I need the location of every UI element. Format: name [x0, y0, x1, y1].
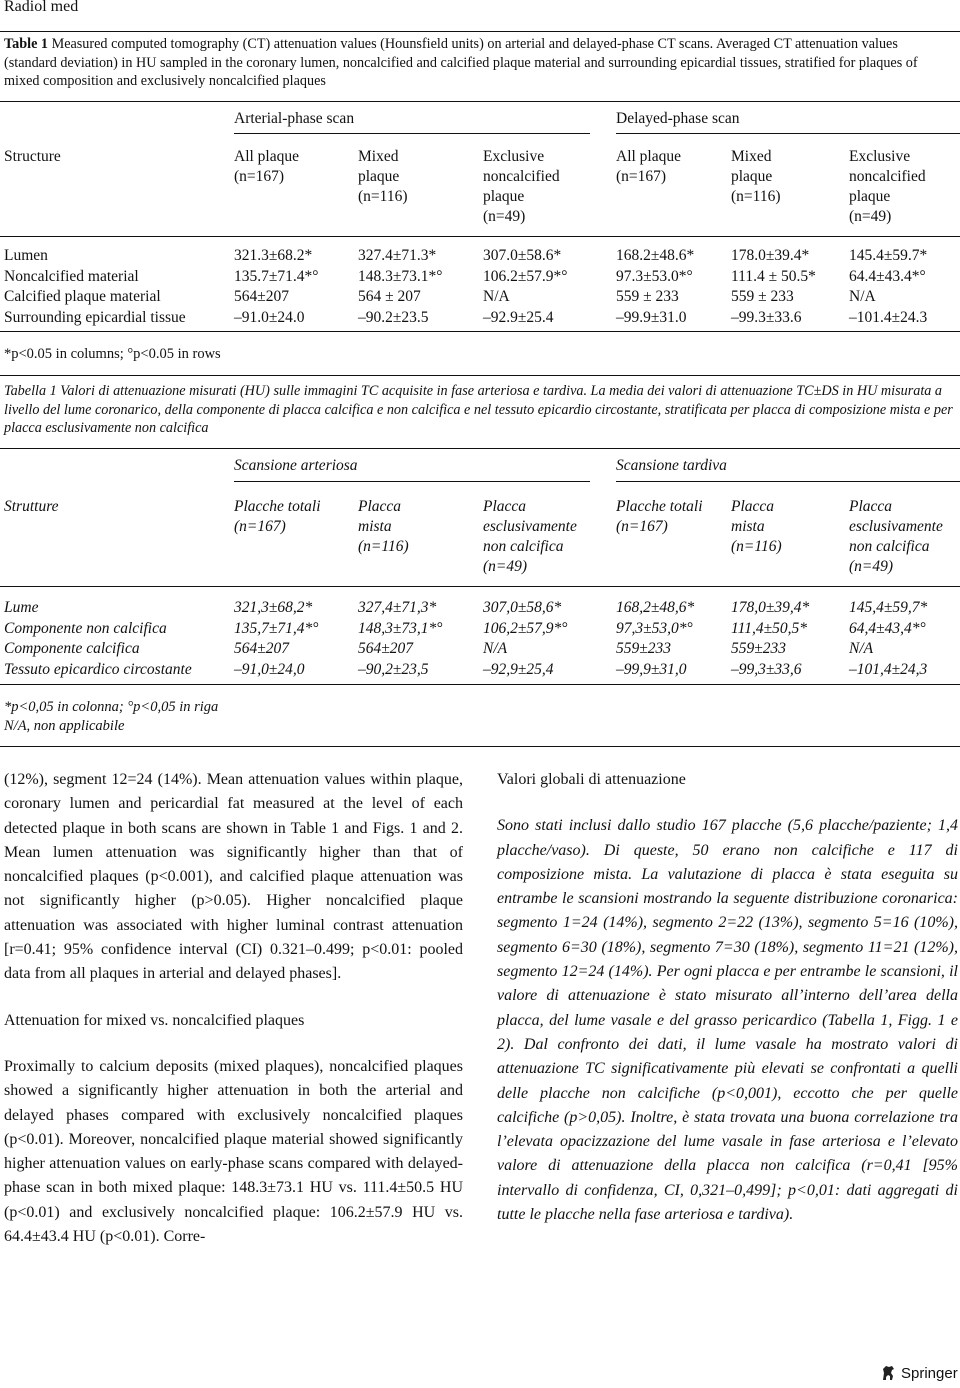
tabella1-header-col5-line1: Placca [731, 498, 775, 515]
table1-phase-arterial: Arterial-phase scan [234, 110, 355, 127]
tabella1-row3-col3: N/A [483, 640, 508, 657]
left-section-heading: Attenuation for mixed vs. noncalcified plaques [4, 1011, 305, 1029]
tabella1-header-col4-line2: (n=167) [616, 518, 668, 535]
table1-row4-col1: –91.0±24.0 [234, 308, 305, 326]
right-column [497, 768, 958, 1227]
table1-header-col1-line2: (n=167) [234, 168, 285, 185]
table1-row3-col3: N/A [483, 288, 510, 305]
tabella1-row2-col1: 135,7±71,4*° [234, 619, 319, 637]
table1-row4-col6: –101.4±24.3 [849, 308, 928, 326]
tabella1-phase-arterial-rule [234, 481, 590, 482]
table1-row1-label: Lumen [4, 247, 48, 264]
tabella1-row3-col4: 559±233 [616, 640, 672, 657]
tabella1-row3-col1: 564±207 [234, 640, 290, 657]
table1-row2-col4: 97.3±53.0*° [616, 267, 693, 285]
right-section-heading: Valori globali di attenuazione [497, 771, 686, 788]
table1-header-col2-line2: plaque [358, 168, 400, 185]
table1-header-col6-line1: Exclusive [849, 148, 911, 165]
table1-caption-rule [0, 101, 960, 102]
tabella1-row2-label: Componente non calcifica [4, 619, 167, 637]
table1-row3-col5: 559 ± 233 [731, 288, 794, 305]
left-column [4, 768, 463, 1249]
tabella1-row4-label: Tessuto epicardico circostante [4, 660, 192, 678]
tabella1-header-col6-line1: Placca [849, 498, 893, 515]
table1-header-col4-line1: All plaque [616, 148, 681, 165]
right-paragraph: Sono stati inclusi dallo studio 167 placche (5,6 placche/paziente; 1,4 placche/vaso). Di queste, 50 erano non calcifiche e 117 di composizione mista. La valutazione di placca è stata eseguita su entrambe le scansioni mostrando la seguente distribuzione coronarica: segmento 1=24 (14%), segmento 2=22 (13%), segmento 5=16 (10%), segmento 6=30 (18%), segmento 7=30 (18%), segmento 11=21 (12%), segmento 12=24 (14%). Per ogni placca e per entrambe le scansioni, il valore di attenuazione è stato misurato all’interno dell’area della placca, del lume vasale e del grasso pericardico (Tabella 1, Figg. 1 e 2). Dal confronto dei dati, il lume vasale ha mostrato valori di attenuazione TC significativamente più elevati se confrontati a quelli delle placche non calcifiche (p<0,001), eccotto che per quelle calcifiche (p>0,05). Inoltre, è stata trovata una buona correlazione tra l’elevata opacizzazione del lume vasale in fase arteriosa e l’elevato valore di attenuazione della placca non calcifica (r=0,41 [95% intervallo di confidenza, CI, 0,321–0,499]; p<0,01: dati aggregati di tutte le placche nella fase arteriosa e tardiva). [497, 817, 958, 1224]
tabella1-phase-delayed-rule [616, 481, 960, 482]
table1-header-col5-line1: Mixed [731, 148, 772, 165]
table1-row3-label: Calcified plaque material [4, 288, 161, 305]
table1-row1-col5: 178.0±39.4* [731, 247, 810, 264]
tabella1-row1-col6: 145,4±59,7* [849, 599, 928, 616]
tabella1-header-col3-line4: (n=49) [483, 558, 528, 575]
tabella1-row2-col5: 111,4±50,5* [731, 619, 807, 637]
tabella1-phase-arterial: Scansione arteriosa [234, 457, 358, 474]
tabella1-row4-col5: –99,3±33,6 [731, 660, 802, 678]
tabella1-header-col1-line2: (n=167) [234, 518, 286, 535]
table1-caption-text: Measured computed tomography (CT) attenuation values (Hounsfield units) on arterial and delayed-phase CT scans. Averaged CT attenuation values (standard deviation) in HU sampled in the coronary lumen, noncalcified and calcified plaque material and surrounding epicardial tissues, stratified for plaques of mixed composition and exclusively noncalcified plaques [4, 36, 918, 89]
tabella1-row1-col3: 307,0±58,6* [483, 599, 562, 616]
table1-header-col3-line3: plaque [483, 188, 525, 205]
left-paragraph-1: (12%), segment 12=24 (14%). Mean attenuation values within plaque, coronary lumen and pericardial fat measured at the level of each detected plaque in both scans are shown in Table 1 and Figs. 1 and 2. Mean lumen attenuation was significantly higher than that of noncalcified plaques (p<0.001), and calcified plaque attenuation was not significantly higher (p>0.05). Higher noncalcified plaque attenuation was associated with higher luminal contrast attenuation [r=0.41; 95% confidence interval (CI) 0.321–0.499; p<0.01: pooled data from all plaques in arterial and delayed phases]. [4, 771, 463, 983]
table1-header-col5-line2: plaque [731, 168, 773, 185]
tabella1-header-col6-line4: (n=49) [849, 558, 894, 575]
table1-row3-col4: 559 ± 233 [616, 288, 679, 305]
tabella1-row4-col4: –99,9±31,0 [616, 660, 687, 678]
tabella1-row2-col2: 148,3±73,1*° [358, 619, 443, 637]
tabella1-header-col6-line3: non calcifica [849, 538, 930, 555]
table1-header-col6-line4: (n=49) [849, 208, 892, 225]
tabella1-row3-col5: 559±233 [731, 640, 787, 657]
tabella1-header-col2-line1: Placca [358, 498, 402, 515]
table1-header-structure: Structure [4, 148, 61, 165]
tabella1-footnote-1: *p<0,05 in colonna; °p<0,05 in riga [4, 699, 219, 715]
tabella1-row4-col3: –92,9±25,4 [483, 660, 554, 678]
tabella1-row4-col2: –90,2±23,5 [358, 660, 429, 678]
tabella1-row3-col2: 564±207 [358, 640, 414, 657]
tabella1-header-col3-line2: esclusivamente [483, 518, 577, 535]
table1-row2-col6: 64.4±43.4*° [849, 267, 926, 285]
tabella1-header-col2-line2: mista [358, 518, 392, 535]
table1-header-col4-line2: (n=167) [616, 168, 667, 185]
tabella1-end-rule [0, 746, 960, 747]
table1-row4-col3: –92.9±25.4 [483, 308, 554, 326]
table1-header-rule [0, 236, 960, 237]
publisher-name: Springer [901, 1364, 958, 1382]
table1-phase-delayed: Delayed-phase scan [616, 110, 740, 127]
table1-row2-col1: 135.7±71.4*° [234, 267, 319, 285]
table1-row4-col2: –90.2±23.5 [358, 308, 429, 326]
table1-header-col3-line4: (n=49) [483, 208, 526, 225]
table1-header-col2-line1: Mixed [358, 148, 399, 165]
tabella1-row1-col4: 168,2±48,6* [616, 599, 695, 616]
journal-name: Radiol med [4, 0, 79, 15]
table1-header-col1-line1: All plaque [234, 148, 299, 165]
table1-header-col3-line2: noncalcified [483, 168, 560, 185]
table1-row3-col1: 564±207 [234, 288, 290, 305]
tabella1-label: Tabella 1 [4, 383, 57, 399]
table1-header-col5-line3: (n=116) [731, 188, 781, 205]
tabella1-row4-col1: –91,0±24,0 [234, 660, 305, 678]
tabella1-header-col5-line2: mista [731, 518, 765, 535]
table1-row1-col2: 327.4±71.3* [358, 247, 437, 264]
table1-row4-col4: –99.9±31.0 [616, 308, 687, 326]
tabella1-header-rule [0, 586, 960, 587]
table1-top-rule [0, 31, 960, 32]
table1-row4-label: Surrounding epicardial tissue [4, 308, 186, 326]
table1-header-col6-line3: plaque [849, 188, 891, 205]
tabella1-header-col4-line1: Placche totali [616, 498, 703, 515]
tabella1-footnote-2: N/A, non applicabile [4, 718, 125, 734]
table1-footnote: *p<0.05 in columns; °p<0.05 in rows [4, 346, 221, 362]
tabella1-row1-col1: 321,3±68,2* [234, 599, 313, 616]
tabella1-caption-rule [0, 448, 960, 449]
table1-caption [4, 35, 954, 91]
tabella1-row1-col2: 327,4±71,3* [358, 599, 437, 616]
table1-row2-col5: 111.4 ± 50.5* [731, 267, 816, 285]
table1-row4-col5: –99.3±33.6 [731, 308, 802, 326]
table1-row2-label: Noncalcified material [4, 267, 139, 285]
left-paragraph-2: Proximally to calcium deposits (mixed plaques), noncalcified plaques showed a significantly higher attenuation in both the arterial and delayed phases compared with exclusively noncalcified plaques (p<0.01). Moreover, noncalcified plaque material showed significantly higher attenuation values on early-phase scans compared with delayed-phase scan in both mixed plaque: 148.3±73.1 HU vs. 111.4±50.5 HU (p<0.01) and exclusively noncalcified plaque: 106.2±57.9 HU vs. 64.4±43.4 HU (p<0.01). Corre- [4, 1057, 463, 1246]
tabella1-header-col5-line3: (n=116) [731, 538, 782, 555]
table1-label: Table 1 [4, 36, 49, 52]
tabella1-row3-col6: N/A [849, 640, 874, 657]
tabella1-row3-label: Componente calcifica [4, 640, 140, 657]
tabella1-caption-text: Valori di attenuazione misurati (HU) sulle immagini TC acquisite in fase arteriosa e tardiva. La media dei valori di attenuazione TC±DS in HU misurata a livello del lume coronarico, della componente di placca calcifica e non calcifica e nel tessuto epicardio circostante, stratificata per placca di composizione mista e per placca esclusivamente non calcifica [4, 383, 953, 436]
tabella1-caption [4, 382, 954, 438]
table1-row2-col2: 148.3±73.1*° [358, 267, 443, 285]
tabella1-top-rule [0, 375, 960, 376]
tabella1-header-col6-line2: esclusivamente [849, 518, 943, 535]
table1-row1-col4: 168.2±48.6* [616, 247, 695, 264]
tabella1-phase-delayed: Scansione tardiva [616, 457, 727, 474]
table1-header-col3-line1: Exclusive [483, 148, 545, 165]
table1-row1-col1: 321.3±68.2* [234, 247, 313, 264]
table1-row3-col6: N/A [849, 288, 876, 305]
table1-header-col6-line2: noncalcified [849, 168, 926, 185]
tabella1-header-col3-line1: Placca [483, 498, 527, 515]
table1-row3-col2: 564 ± 207 [358, 288, 421, 305]
tabella1-header-structure: Strutture [4, 498, 59, 515]
tabella1-row2-col3: 106,2±57,9*° [483, 619, 568, 637]
springer-horse-icon [880, 1364, 898, 1382]
tabella1-header-col1-line1: Placche totali [234, 498, 321, 515]
tabella1-header-col3-line3: non calcifica [483, 538, 564, 555]
table1-row1-col6: 145.4±59.7* [849, 247, 928, 264]
table1-header-col2-line3: (n=116) [358, 188, 408, 205]
tabella1-row1-label: Lume [4, 599, 39, 616]
tabella1-row2-col4: 97,3±53,0*° [616, 619, 693, 637]
tabella1-bottom-rule [0, 684, 960, 685]
tabella1-row2-col6: 64,4±43,4*° [849, 619, 926, 637]
table1-phase-delayed-rule [616, 133, 960, 134]
tabella1-header-col2-line3: (n=116) [358, 538, 409, 555]
publisher-logo [880, 1364, 958, 1382]
table1-phase-arterial-rule [234, 133, 590, 134]
table1-row1-col3: 307.0±58.6* [483, 247, 562, 264]
table1-bottom-rule [0, 331, 960, 332]
table1-row2-col3: 106.2±57.9*° [483, 267, 568, 285]
tabella1-row4-col6: –101,4±24,3 [849, 660, 928, 678]
tabella1-row1-col5: 178,0±39,4* [731, 599, 810, 616]
